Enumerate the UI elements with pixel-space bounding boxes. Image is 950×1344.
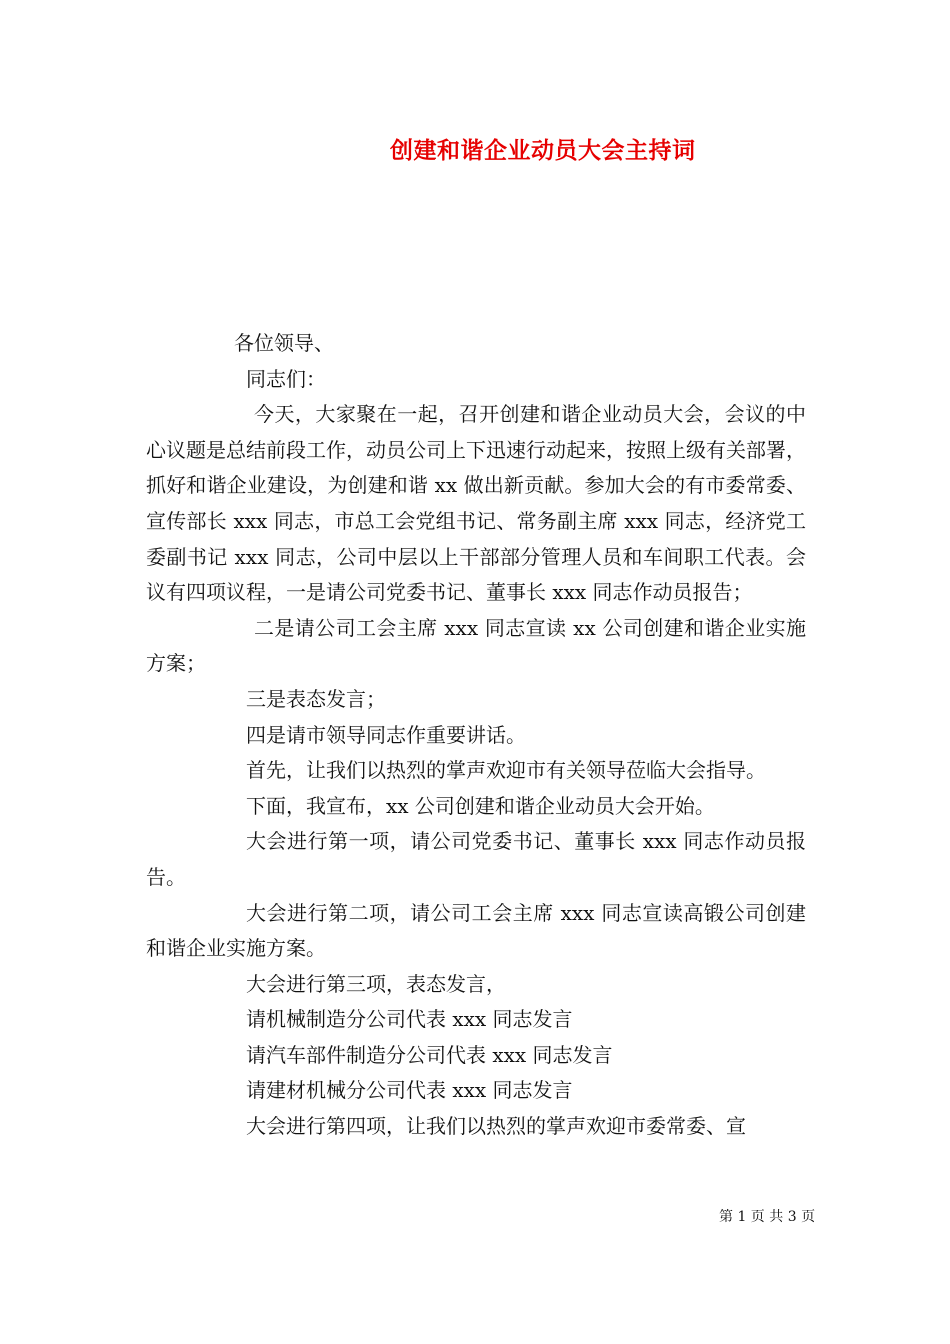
paragraph-speaker-machinery: 请机械制造分公司代表 xxx 同志发言	[246, 1007, 573, 1032]
paragraph-item-3: 大会进行第三项，表态发言，	[246, 971, 506, 996]
paragraph-announce-start: 下面，我宣布，xx 公司创建和谐企业动员大会开始。	[246, 793, 715, 818]
paragraph-speaker-auto-parts: 请汽车部件制造分公司代表 xxx 同志发言	[246, 1042, 613, 1067]
paragraph-speaker-building-machinery: 请建材机械分公司代表 xxx 同志发言	[246, 1078, 573, 1103]
paragraph-agenda-4: 四是请市领导同志作重要讲话。	[246, 722, 526, 747]
document-title: 创建和谐企业动员大会主持词	[390, 137, 696, 164]
paragraph-item-4: 大会进行第四项，让我们以热烈的掌声欢迎市委常委、宣	[246, 1114, 746, 1139]
document-body	[146, 326, 806, 1145]
page-number-footer: 第 1 页 共 3 页	[719, 1209, 816, 1225]
salutation-comrades: 同志们：	[246, 366, 326, 391]
paragraph-agenda-3: 三是表态发言；	[246, 686, 386, 711]
paragraph-welcome: 首先，让我们以热烈的掌声欢迎市有关领导莅临大会指导。	[246, 758, 766, 783]
paragraph-item-1: 大会进行第一项，请公司党委书记、董事长 xxx 同志作动员报告。	[146, 829, 806, 889]
salutation-leaders: 各位领导、	[234, 331, 334, 355]
paragraph-item-2: 大会进行第二项，请公司工会主席 xxx 同志宣读高锻公司创建和谐企业实施方案。	[146, 900, 806, 961]
paragraph-opening: 今天，大家聚在一起，召开创建和谐企业动员大会，会议的中心议题是总结前段工作，动员公司上下迅速行动起来，按照上级有关部署，抓好和谐企业建设，为创建和谐 xx 做出新贡献。参加大会的有市委常委、宣传部长 xxx 同志，市总工会党组书记、常务副主席 xxx 同志，经济党工委副书记 xxx 同志，公司中层以上干部部分管理人员和车间职工代表。会议有四项议程，一是请公司党委书记、董事长 xxx 同志作动员报告；	[146, 402, 806, 605]
paragraph-agenda-2: 二是请公司工会主席 xxx 同志宣读 xx 公司创建和谐企业实施方案；	[146, 615, 806, 676]
